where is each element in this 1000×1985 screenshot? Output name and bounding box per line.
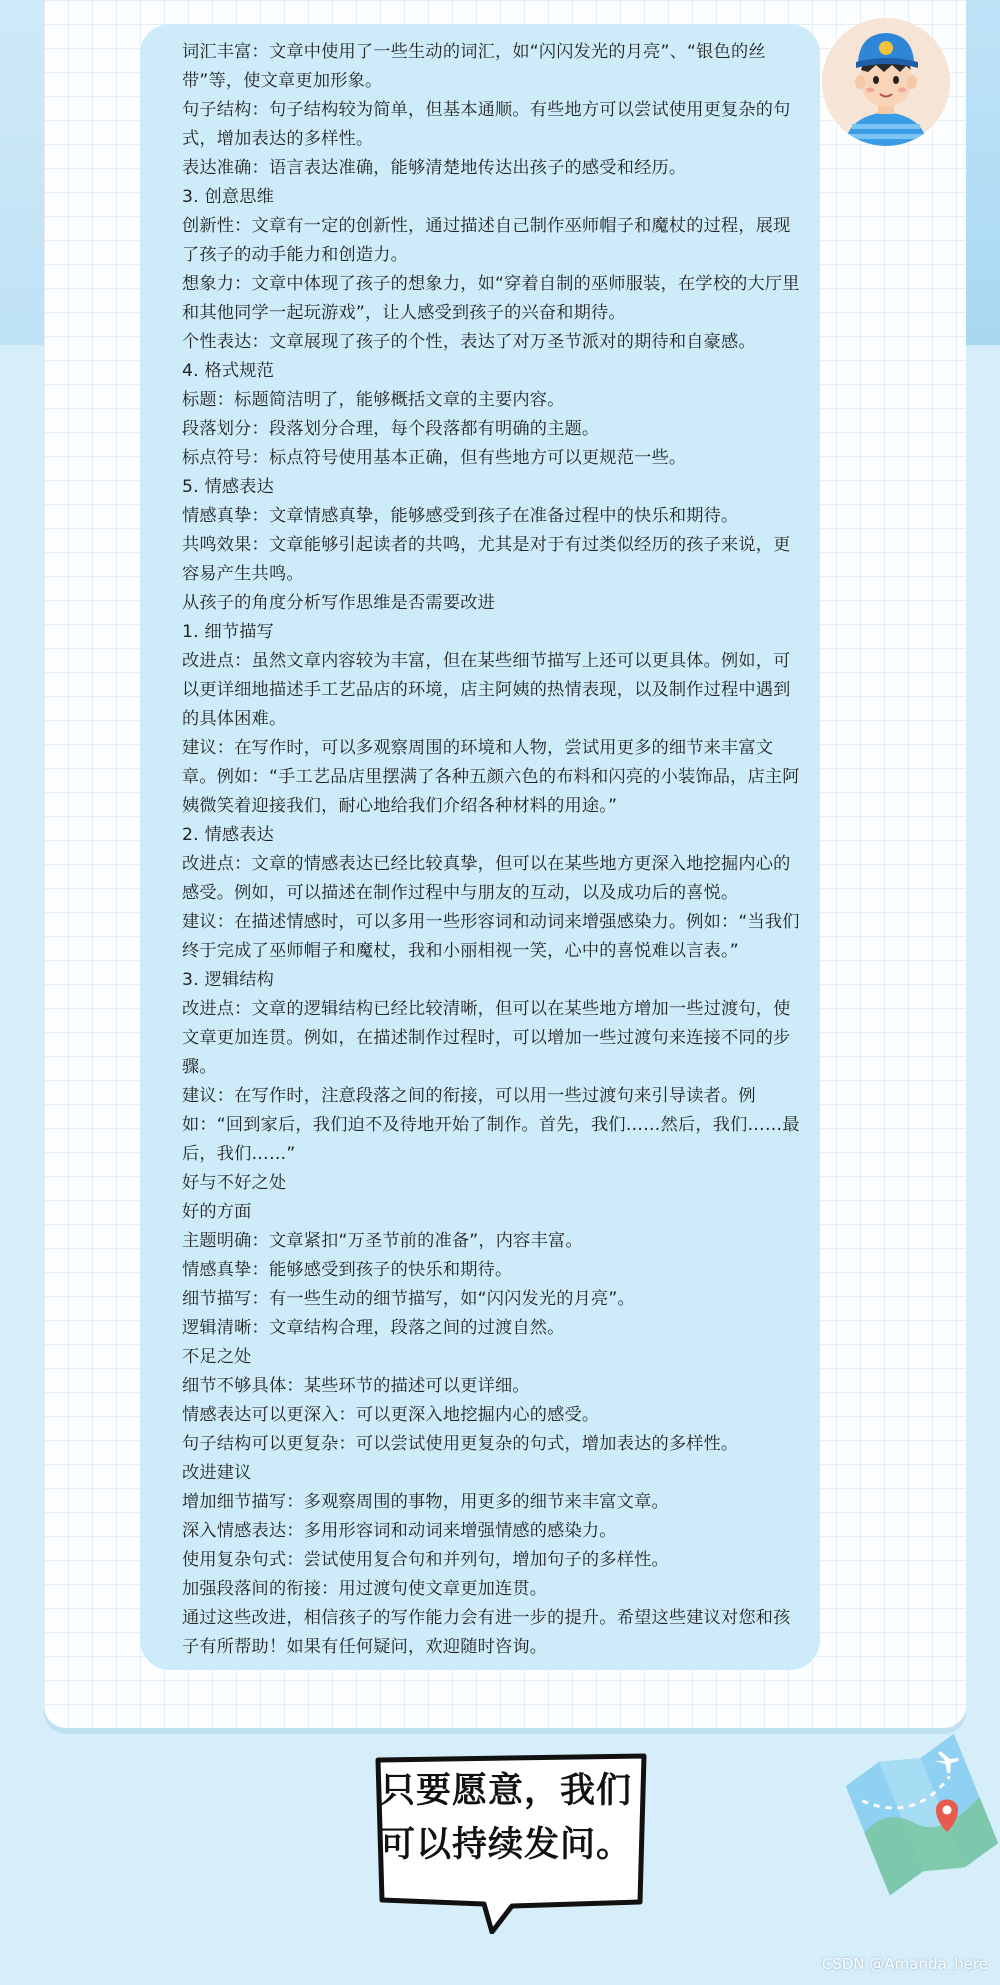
text-line: 好的方面 [182, 1202, 252, 1222]
boy-avatar-icon [822, 18, 950, 146]
text-line: 从孩子的角度分析写作思维是否需要改进 [182, 593, 495, 613]
text-line: 深入情感表达：多用形容词和动词来增强情感的感染力。 [182, 1521, 617, 1541]
text-line: 句子结构可以更复杂：可以尝试使用更复杂的句式，增加表达的多样性。 [182, 1434, 739, 1454]
text-line: 1. 细节描写 [182, 622, 275, 642]
text-line: 改进点：文章的逻辑结构已经比较清晰，但可以在某些地方增加一些过渡句，使文章更加连贯。例如，在描述制作过程时，可以增加一些过渡句来连接不同的步骤。 [182, 999, 791, 1077]
text-line: 建议：在写作时，可以多观察周围的环境和人物，尝试用更多的细节来丰富文章。例如：“手工艺品店里摆满了各种五颜六色的布料和闪亮的小装饰品，店主阿姨微笑着迎接我们，耐心地给我们介绍各种材料的用途。” [182, 738, 800, 816]
background-strip-left [0, 0, 44, 345]
text-line: 段落划分：段落划分合理，每个段落都有明确的主题。 [182, 419, 600, 439]
text-line: 创新性：文章有一定的创新性，通过描述自己制作巫师帽子和魔杖的过程，展现了孩子的动手能力和创造力。 [182, 216, 791, 265]
text-line: 词汇丰富：文章中使用了一些生动的词汇，如“闪闪发光的月亮”、“银色的丝带”等，使文章更加形象。 [182, 42, 766, 91]
text-line: 情感表达可以更深入：可以更深入地挖掘内心的感受。 [182, 1405, 600, 1425]
text-line: 改进点：虽然文章内容较为丰富，但在某些细节描写上还可以更具体。例如，可以更详细地描述手工艺品店的环境，店主阿姨的热情表现，以及制作过程中遇到的具体困难。 [182, 651, 791, 729]
text-line: 情感真挚：能够感受到孩子的快乐和期待。 [182, 1260, 513, 1280]
text-line: 主题明确：文章紧扣“万圣节前的准备”，内容丰富。 [182, 1231, 583, 1251]
text-line: 5. 情感表达 [182, 477, 275, 497]
text-line: 不足之处 [182, 1347, 252, 1367]
text-line: 情感真挚：文章情感真挚，能够感受到孩子在准备过程中的快乐和期待。 [182, 506, 739, 526]
text-line: 表达准确：语言表达准确，能够清楚地传达出孩子的感受和经历。 [182, 158, 687, 178]
text-line: 标题：标题简洁明了，能够概括文章的主要内容。 [182, 390, 565, 410]
text-line: 3. 创意思维 [182, 187, 275, 207]
text-line: 好与不好之处 [182, 1173, 287, 1193]
text-line: 标点符号：标点符号使用基本正确，但有些地方可以更规范一些。 [182, 448, 687, 468]
text-line: 句子结构：句子结构较为简单，但基本通顺。有些地方可以尝试使用更复杂的句式，增加表达的多样性。 [182, 100, 791, 149]
text-line: 增加细节描写：多观察周围的事物，用更多的细节来丰富文章。 [182, 1492, 669, 1512]
text-line: 改进点：文章的情感表达已经比较真挚，但可以在某些地方更深入地挖掘内心的感受。例如，可以描述在制作过程中与朋友的互动，以及成功后的喜悦。 [182, 854, 791, 903]
text-line: 使用复杂句式：尝试使用复合句和并列句，增加句子的多样性。 [182, 1550, 669, 1570]
text-line: 建议：在写作时，注意段落之间的衔接，可以用一些过渡句来引导读者。例如：“回到家后，我们迫不及待地开始了制作。首先，我们……然后，我们……最后，我们……” [182, 1086, 800, 1164]
text-line: 想象力：文章中体现了孩子的想象力，如“穿着自制的巫师服装，在学校的大厅里和其他同学一起玩游戏”，让人感受到孩子的兴奋和期待。 [182, 274, 800, 323]
map-pin-plane-icon [840, 1700, 1000, 1910]
speech-bubble-text: 只要愿意，我们可以持续发问。 [380, 1771, 633, 1865]
text-line: 2. 情感表达 [182, 825, 275, 845]
text-line: 改进建议 [182, 1463, 252, 1483]
watermark-text: CSDN @Amanda_here [821, 1955, 988, 1973]
background-strip-right [966, 0, 1000, 345]
message-text [182, 38, 802, 1662]
text-line: 建议：在描述情感时，可以多用一些形容词和动词来增强感染力。例如：“当我们终于完成了巫师帽子和魔杖，我和小丽相视一笑，心中的喜悦难以言表。” [182, 912, 800, 961]
text-line: 4. 格式规范 [182, 361, 275, 381]
text-line: 共鸣效果：文章能够引起读者的共鸣，尤其是对于有过类似经历的孩子来说，更容易产生共鸣。 [182, 535, 791, 584]
text-line: 个性表达：文章展现了孩子的个性，表达了对万圣节派对的期待和自豪感。 [182, 332, 756, 352]
text-line: 通过这些改进，相信孩子的写作能力会有进一步的提升。希望这些建议对您和孩子有所帮助！如果有任何疑问，欢迎随时咨询。 [182, 1608, 791, 1657]
text-line: 细节不够具体：某些环节的描述可以更详细。 [182, 1376, 530, 1396]
text-line: 细节描写：有一些生动的细节描写，如“闪闪发光的月亮”。 [182, 1289, 635, 1309]
text-line: 加强段落间的衔接：用过渡句使文章更加连贯。 [182, 1579, 548, 1599]
text-line: 3. 逻辑结构 [182, 970, 275, 990]
text-line: 逻辑清晰：文章结构合理，段落之间的过渡自然。 [182, 1318, 565, 1338]
